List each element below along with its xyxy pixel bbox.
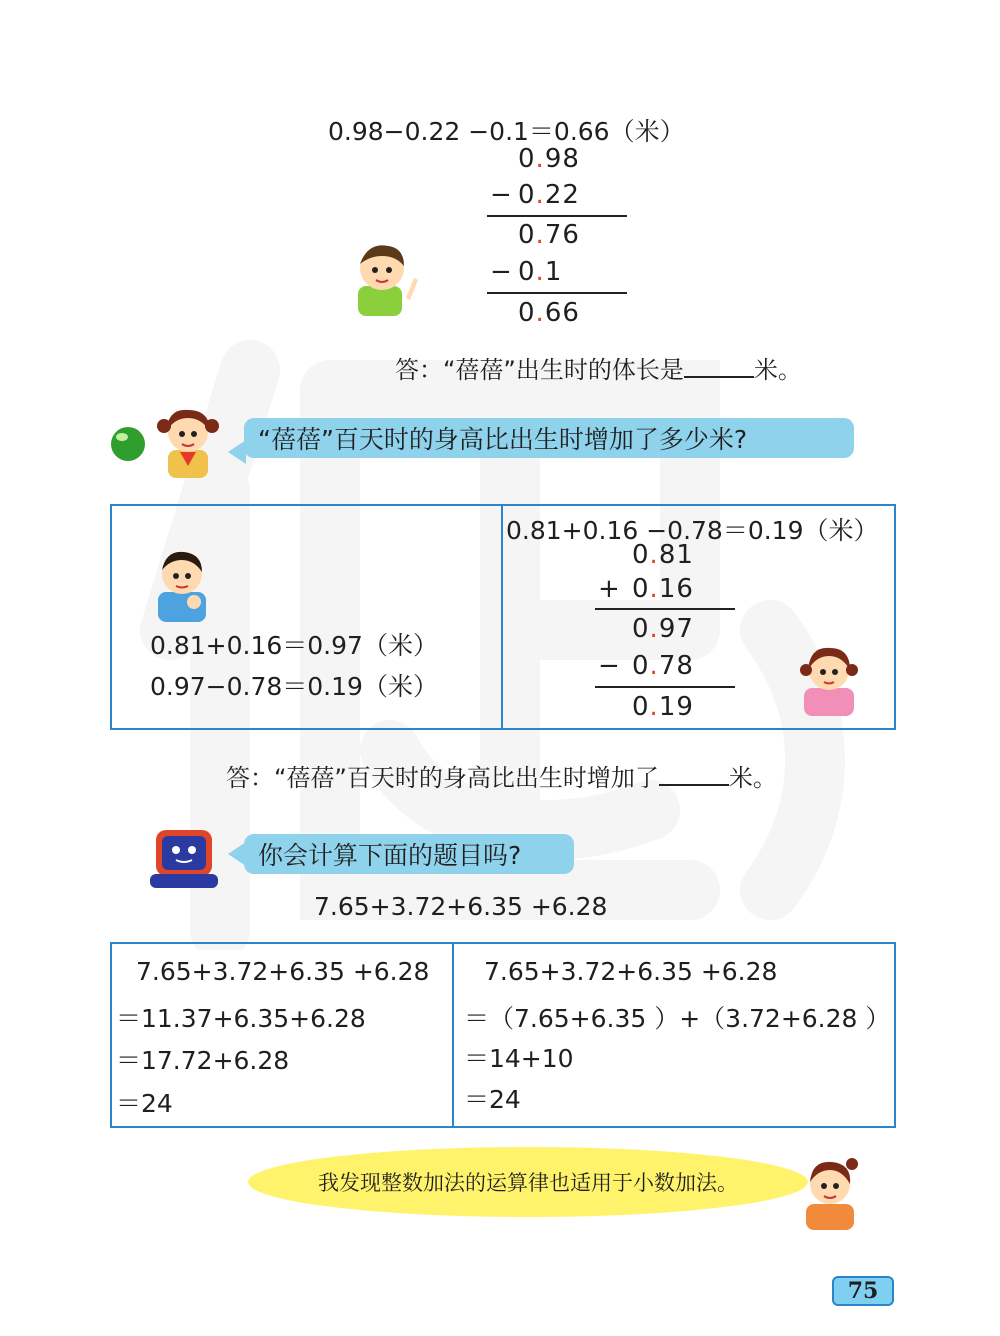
method-right-line: ＝14+10 bbox=[464, 1044, 574, 1073]
girl-thinking-illustration bbox=[796, 640, 862, 716]
girl-smiling-illustration bbox=[794, 1154, 870, 1230]
sum-line bbox=[595, 686, 735, 688]
answer-blank[interactable] bbox=[659, 762, 729, 786]
method-left-line: ＝17.72+6.28 bbox=[116, 1046, 290, 1075]
expression: 7.65+3.72+6.35 +6.28 bbox=[314, 892, 608, 921]
method-left-line: ＝11.37+6.35+6.28 bbox=[116, 1004, 366, 1033]
method-left-line: 7.65+3.72+6.35 +6.28 bbox=[136, 957, 430, 986]
answer-line-1: 答：“蓓蓓”出生时的体长是 米。 bbox=[395, 356, 802, 384]
sum-line bbox=[487, 292, 627, 294]
green-ball-icon bbox=[108, 424, 148, 464]
method-left-line: 0.97−0.78＝0.19（米） bbox=[150, 672, 438, 701]
top-equation: 0.98−0.22 −0.1＝0.66（米） bbox=[328, 117, 685, 146]
method-right-line: ＝24 bbox=[464, 1085, 521, 1114]
boy-pointing-illustration bbox=[348, 238, 428, 318]
method-right-line: ＝（7.65+6.35 ）+（3.72+6.28 ） bbox=[464, 1004, 891, 1033]
method-right-line: 7.65+3.72+6.35 +6.28 bbox=[484, 957, 778, 986]
page-number: 75 bbox=[832, 1276, 894, 1306]
sum-line bbox=[595, 608, 735, 610]
column-row: + 0.16 bbox=[598, 574, 694, 604]
column-row: 0.97 bbox=[632, 614, 694, 644]
column-row: 0.98 bbox=[518, 144, 580, 174]
column-row: − 0.1 bbox=[490, 257, 563, 287]
column-row: 0.66 bbox=[518, 298, 580, 328]
computer-mascot-illustration bbox=[148, 824, 220, 890]
question-bubble-2: 你会计算下面的题目吗? bbox=[244, 834, 574, 874]
column-row: 0.81 bbox=[632, 540, 694, 570]
box-divider bbox=[452, 942, 454, 1126]
method-right-equation: 0.81+0.16 −0.78＝0.19（米） bbox=[506, 516, 879, 545]
girl-illustration bbox=[152, 402, 232, 480]
column-row: − 0.78 bbox=[598, 651, 694, 681]
column-row: 0.19 bbox=[632, 692, 694, 722]
column-row: 0.76 bbox=[518, 220, 580, 250]
answer-blank[interactable] bbox=[684, 354, 754, 378]
question-bubble-1: “蓓蓓”百天时的身高比出生时增加了多少米? bbox=[244, 418, 854, 458]
column-row: − 0.22 bbox=[490, 180, 580, 210]
method-left-line: ＝24 bbox=[116, 1089, 173, 1118]
boy-thinking-illustration bbox=[150, 546, 216, 622]
box-divider bbox=[501, 504, 503, 728]
sum-line bbox=[487, 215, 627, 217]
answer-line-2: 答：“蓓蓓”百天时的身高比出生时增加了 米。 bbox=[226, 764, 777, 792]
method-left-line: 0.81+0.16＝0.97（米） bbox=[150, 631, 438, 660]
discovery-bubble: 我发现整数加法的运算律也适用于小数加法。 bbox=[248, 1147, 808, 1217]
